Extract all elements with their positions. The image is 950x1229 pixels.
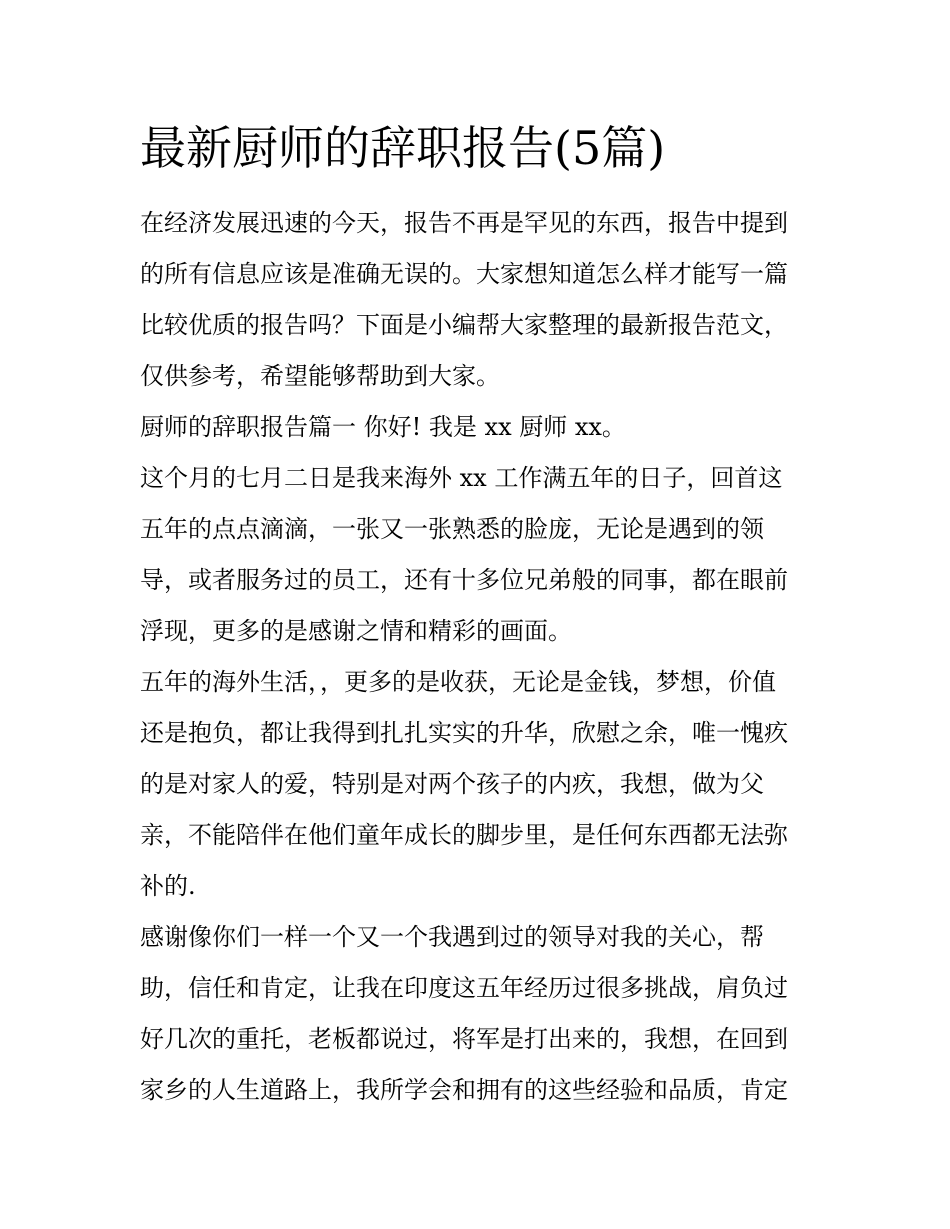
paragraph-line: 感谢像你们一样一个又一个我遇到过的领导对我的关心，帮 <box>140 923 764 951</box>
paragraph-line: 的是对家人的爱，特别是对两个孩子的内疚，我想，做为父 <box>140 770 764 798</box>
paragraph-line: 浮现，更多的是感谢之情和精彩的画面。 <box>140 617 572 645</box>
document-title: 最新厨师的辞职报告(5篇) <box>140 121 666 175</box>
paragraph-line: 补的. <box>140 872 196 900</box>
paragraph-line: 助，信任和肯定，让我在印度这五年经历过很多挑战，肩负过 <box>140 974 788 1002</box>
paragraph-line: 导，或者服务过的员工，还有十多位兄弟般的同事，都在眼前 <box>140 566 788 594</box>
section-heading-line: 厨师的辞职报告篇一 你好! 我是 xx 厨师 xx。 <box>140 413 626 441</box>
paragraph-line: 还是抱负，都让我得到扎扎实实的升华，欣慰之余，唯一愧疚 <box>140 719 788 747</box>
paragraph-line: 的所有信息应该是准确无误的。大家想知道怎么样才能写一篇 <box>140 260 788 288</box>
paragraph-line: 五年的海外生活，，更多的是收获，无论是金钱，梦想，价值 <box>140 668 776 696</box>
paragraph-line: 这个月的七月二日是我来海外 xx 工作满五年的日子，回首这 <box>140 464 783 492</box>
paragraph-line: 在经济发展迅速的今天，报告不再是罕见的东西，报告中提到 <box>140 209 788 237</box>
paragraph-line: 比较优质的报告吗？下面是小编帮大家整理的最新报告范文， <box>140 311 788 339</box>
paragraph-line: 亲，不能陪伴在他们童年成长的脚步里，是任何东西都无法弥 <box>140 821 788 849</box>
paragraph-line: 仅供参考，希望能够帮助到大家。 <box>140 362 500 390</box>
paragraph-line: 家乡的人生道路上，我所学会和拥有的这些经验和品质，肯定 <box>140 1076 788 1104</box>
paragraph-line: 五年的点点滴滴，一张又一张熟悉的脸庞，无论是遇到的领 <box>140 515 764 543</box>
paragraph-line: 好几次的重托，老板都说过，将军是打出来的，我想，在回到 <box>140 1025 788 1053</box>
